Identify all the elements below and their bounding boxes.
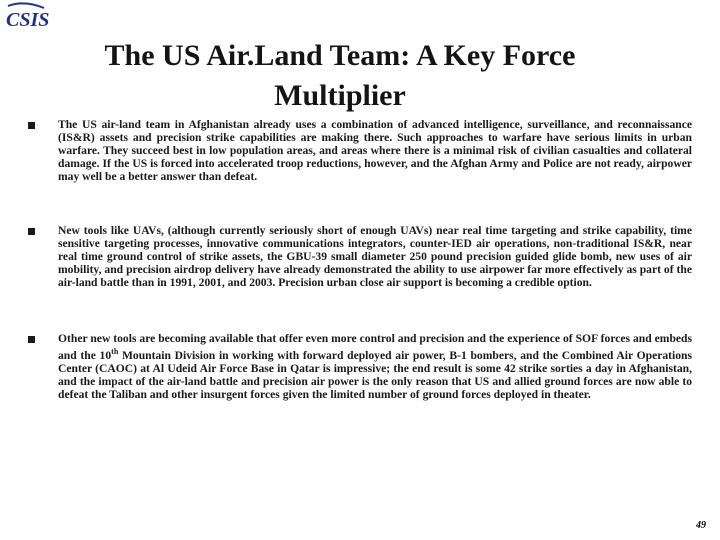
bullet-square-icon <box>28 336 35 343</box>
slide-title <box>40 36 640 116</box>
csis-logo-mark <box>4 2 50 32</box>
page-number: 49 <box>696 520 706 531</box>
bullet-text-1: The US air-land team in Afghanistan already uses a combination of advanced intelligence, surveillance, and reconnaissance (IS&R) assets and precision strike capabilities are making there. Such approaches to warfare have serious limits in urban warfare. They succeed best in low population areas, and areas where there is a minimal risk of civilian casualties and collateral damage. If the US is forced into accelerated troop reductions, however, and the Afghan Army and Police are not ready, airpower may well be a better answer than defeat. <box>58 118 692 183</box>
bullet-text-2: New tools like UAVs, (although currently seriously short of enough UAVs) near real time targeting and strike capability, time sensitive targeting processes, innovative communications integrators, counter-IED air operations, non-traditional IS&R, near real time ground control of strike assets, the GBU-39 small diameter 250 pound precision guided glide bomb, new uses of air mobility, and precision airdrop delivery have already demonstrated the ability to use airpower far more effectively as part of the air-land battle than in 1991, 2001, and 2003. Precision urban close air support is becoming a credible option. <box>58 224 692 289</box>
csis-logo <box>4 2 50 32</box>
slide-title-line-2: Multiplier <box>274 79 406 112</box>
bullet-text-3-after: Mountain Division in working with forward deployed air power, B-1 bombers, and the Combined Air Operations Center (CAOC) at Al Udeid Air Force Base in Qatar is impressive; the end result is some 42 strike sorties a day in Afghanistan, and the impact of the air-land battle and precision air power is the only reason that US and allied ground forces are now able to defeat the Taliban and other insurgent forces given the limited number of ground forces deployed in theater. <box>58 348 692 401</box>
bullet-square-icon <box>28 122 35 129</box>
bullet-text-3-before: Other new tools are becoming available that offer even more control and precision and the experience of SOF forces and embeds and the 10 <box>58 332 692 362</box>
slide-title-line-1: The US Air.Land Team: A Key Force <box>104 39 576 72</box>
bullet-text-3-superscript: th <box>111 347 119 356</box>
svg-text:CSIS: CSIS <box>6 9 50 31</box>
bullet-text-3 <box>58 332 692 401</box>
bullet-square-icon <box>28 228 35 235</box>
